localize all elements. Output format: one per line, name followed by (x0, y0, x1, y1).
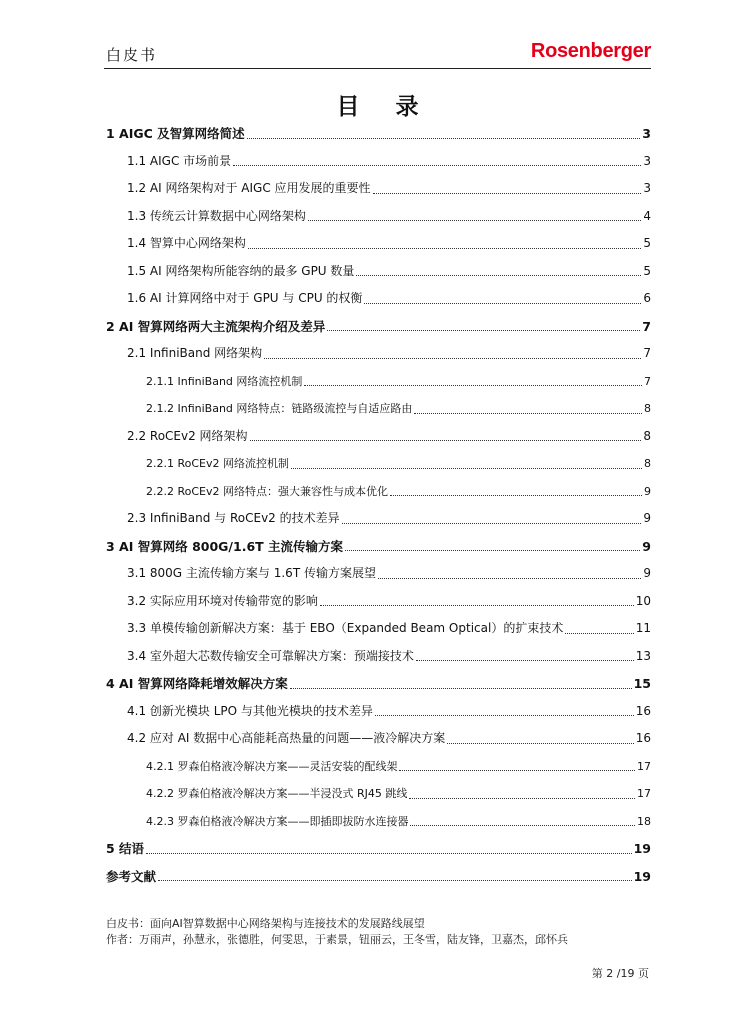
toc-entry-page: 9 (643, 511, 651, 525)
toc-entry-text: 参考文献 (106, 868, 157, 884)
toc-entry-page: 8 (643, 428, 651, 443)
toc-entry-text: 2.2.2 RoCEv2 网络特点：强大兼容性与成本优化 (146, 484, 388, 498)
toc-entry[interactable] (106, 753, 651, 781)
toc-entry-text: 3.3 单模传输创新解决方案：基于 EBO（Expanded Beam Optical）的扩束技术 (127, 621, 564, 635)
toc-entry-page: 17 (637, 787, 651, 800)
toc-leader-dots (320, 605, 634, 606)
toc-entry-text: 3 AI 智算网络 800G/1.6T 主流传输方案 (106, 538, 344, 554)
toc-leader-dots (290, 688, 632, 689)
toc-entry-text: 2.2 RoCEv2 网络架构 (127, 428, 248, 443)
toc-entry-page: 13 (635, 648, 651, 663)
toc-leader-dots (364, 303, 641, 304)
toc-entry-text: 1.2 AI 网络架构对于 AIGC 应用发展的重要性 (127, 181, 371, 195)
toc-leader-dots (378, 578, 641, 579)
toc-leader-dots (304, 385, 642, 386)
toc-entry-page: 8 (644, 402, 651, 415)
toc-entry-text: 4.2.1 罗森伯格液冷解决方案——灵活安装的配线架 (146, 759, 398, 773)
toc-leader-dots (409, 798, 635, 799)
toc-leader-dots (146, 853, 632, 854)
toc-leader-dots (247, 138, 641, 139)
toc-entry[interactable] (106, 340, 651, 368)
toc-leader-dots (308, 220, 641, 221)
toc-entry[interactable] (106, 780, 651, 808)
footer-authors: 作者：万雨声，孙慧永，张德胜，何雯思，于素景，钮丽云，王冬雪，陆友锋，卫嘉杰，邱怀兵 (106, 933, 568, 946)
toc-entry-text: 1.4 智算中心网络架构 (127, 236, 246, 250)
toc-entry[interactable] (106, 670, 651, 698)
toc-entry-text: 4.2.3 罗森伯格液冷解决方案——即插即拔防水连接器 (146, 814, 409, 828)
toc-entry[interactable] (106, 615, 651, 643)
footer-title: 白皮书：面向AI智算数据中心网络架构与连接技术的发展路线展望 (106, 917, 425, 930)
toc-entry-page: 16 (635, 703, 651, 718)
toc-leader-dots (416, 660, 634, 661)
toc-entry[interactable] (106, 423, 651, 451)
toc-entry-page: 9 (644, 484, 651, 498)
toc-entry-page: 3 (643, 181, 651, 195)
toc-entry[interactable] (106, 395, 651, 423)
toc-entry-page: 9 (643, 566, 651, 580)
toc-entry-text: 4.2 应对 AI 数据中心高能耗高热量的问题——液冷解决方案 (127, 731, 446, 745)
toc-entry-page: 4 (643, 208, 651, 223)
toc-entry-text: 3.1 800G 主流传输方案与 1.6T 传输方案展望 (127, 566, 376, 580)
toc-leader-dots (291, 468, 642, 469)
toc-entry-text: 3.4 室外超大芯数传输安全可靠解决方案：预端接技术 (127, 648, 414, 663)
toc-entry-text: 1 AIGC 及智算网络简述 (106, 126, 245, 141)
brand-logo: Rosenberger (530, 40, 651, 62)
toc-entry-text: 5 结语 (106, 841, 145, 856)
toc-entry-page: 10 (635, 593, 651, 608)
toc-entry[interactable] (106, 258, 651, 286)
toc-leader-dots (345, 550, 640, 551)
toc-entry-text: 1.5 AI 网络架构所能容纳的最多 GPU 数量 (127, 263, 355, 278)
toc-entry[interactable] (106, 643, 651, 671)
toc-entry-page: 5 (643, 236, 651, 250)
toc-entry-page: 19 (633, 868, 651, 884)
toc-leader-dots (399, 770, 635, 771)
toc-leader-dots (264, 358, 641, 359)
toc-leader-dots (356, 275, 641, 276)
toc-entry[interactable] (106, 203, 651, 231)
toc-entry[interactable] (106, 313, 651, 341)
toc-entry-text: 3.2 实际应用环境对传输带宽的影响 (127, 593, 318, 608)
toc-leader-dots (233, 165, 641, 166)
page-number: 第 2 /19 页 (591, 967, 649, 980)
toc-leader-dots (447, 743, 633, 744)
toc-leader-dots (565, 633, 633, 634)
toc-leader-dots (327, 330, 640, 331)
toc-entry-text: 2.2.1 RoCEv2 网络流控机制 (146, 457, 289, 470)
toc-leader-dots (410, 825, 635, 826)
toc-entry[interactable] (106, 368, 651, 396)
toc-entry[interactable] (106, 808, 651, 836)
toc-entry-page: 7 (643, 346, 651, 360)
toc-entry[interactable] (106, 478, 651, 506)
toc-leader-dots (390, 495, 642, 496)
toc-entry[interactable] (106, 835, 651, 863)
header-divider (104, 68, 651, 69)
toc-entry[interactable] (106, 230, 651, 258)
toc-leader-dots (414, 413, 642, 414)
toc-entry-text: 2 AI 智算网络两大主流架构介绍及差异 (106, 318, 326, 334)
toc-leader-dots (250, 440, 642, 441)
document-type-label: 白皮书 (106, 46, 158, 64)
toc-entry[interactable] (106, 863, 651, 891)
toc-entry-page: 8 (644, 457, 651, 470)
toc-entry[interactable] (106, 725, 651, 753)
toc-entry-page: 5 (643, 263, 651, 278)
toc-entry-page: 11 (635, 621, 651, 635)
toc-entry-page: 9 (642, 538, 651, 554)
toc-leader-dots (342, 523, 642, 524)
toc-entry[interactable] (106, 450, 651, 478)
toc-entry-text: 2.3 InfiniBand 与 RoCEv2 的技术差异 (127, 511, 340, 525)
toc-entry-page: 19 (633, 841, 651, 856)
toc-entry-text: 1.1 AIGC 市场前景 (127, 153, 232, 168)
table-of-contents (106, 120, 651, 890)
toc-entry-text: 1.6 AI 计算网络中对于 GPU 与 CPU 的权衡 (127, 291, 363, 305)
toc-entry-page: 3 (643, 153, 651, 168)
toc-entry-page: 16 (635, 731, 651, 745)
toc-entry-page: 3 (642, 126, 651, 141)
toc-entry-page: 15 (633, 676, 651, 691)
toc-entry[interactable] (106, 505, 651, 533)
toc-entry-text: 2.1 InfiniBand 网络架构 (127, 346, 263, 360)
toc-entry[interactable] (106, 560, 651, 588)
toc-entry-page: 18 (637, 814, 651, 828)
toc-entry-page: 6 (643, 291, 651, 305)
toc-entry[interactable] (106, 148, 651, 176)
toc-entry-text: 4.2.2 罗森伯格液冷解决方案——半浸没式 RJ45 跳线 (146, 787, 408, 800)
toc-leader-dots (375, 715, 634, 716)
toc-entry[interactable] (106, 533, 651, 561)
toc-entry-text: 4 AI 智算网络降耗增效解决方案 (106, 676, 288, 691)
toc-entry-text: 2.1.2 InfiniBand 网络特点：链路级流控与自适应路由 (146, 402, 413, 415)
toc-entry[interactable] (106, 120, 651, 148)
toc-entry[interactable] (106, 698, 651, 726)
toc-entry[interactable] (106, 175, 651, 203)
toc-entry-text: 4.1 创新光模块 LPO 与其他光模块的技术差异 (127, 703, 373, 718)
toc-leader-dots (158, 880, 632, 881)
toc-leader-dots (373, 193, 642, 194)
toc-entry[interactable] (106, 588, 651, 616)
toc-entry-page: 7 (644, 374, 651, 388)
toc-entry-page: 7 (642, 318, 651, 334)
footer (106, 916, 568, 948)
toc-entry-text: 1.3 传统云计算数据中心网络架构 (127, 208, 306, 223)
toc-leader-dots (248, 248, 641, 249)
toc-entry-page: 17 (637, 759, 651, 773)
toc-entry[interactable] (106, 285, 651, 313)
toc-entry-text: 2.1.1 InfiniBand 网络流控机制 (146, 374, 303, 388)
toc-title: 目 录 (336, 94, 433, 120)
